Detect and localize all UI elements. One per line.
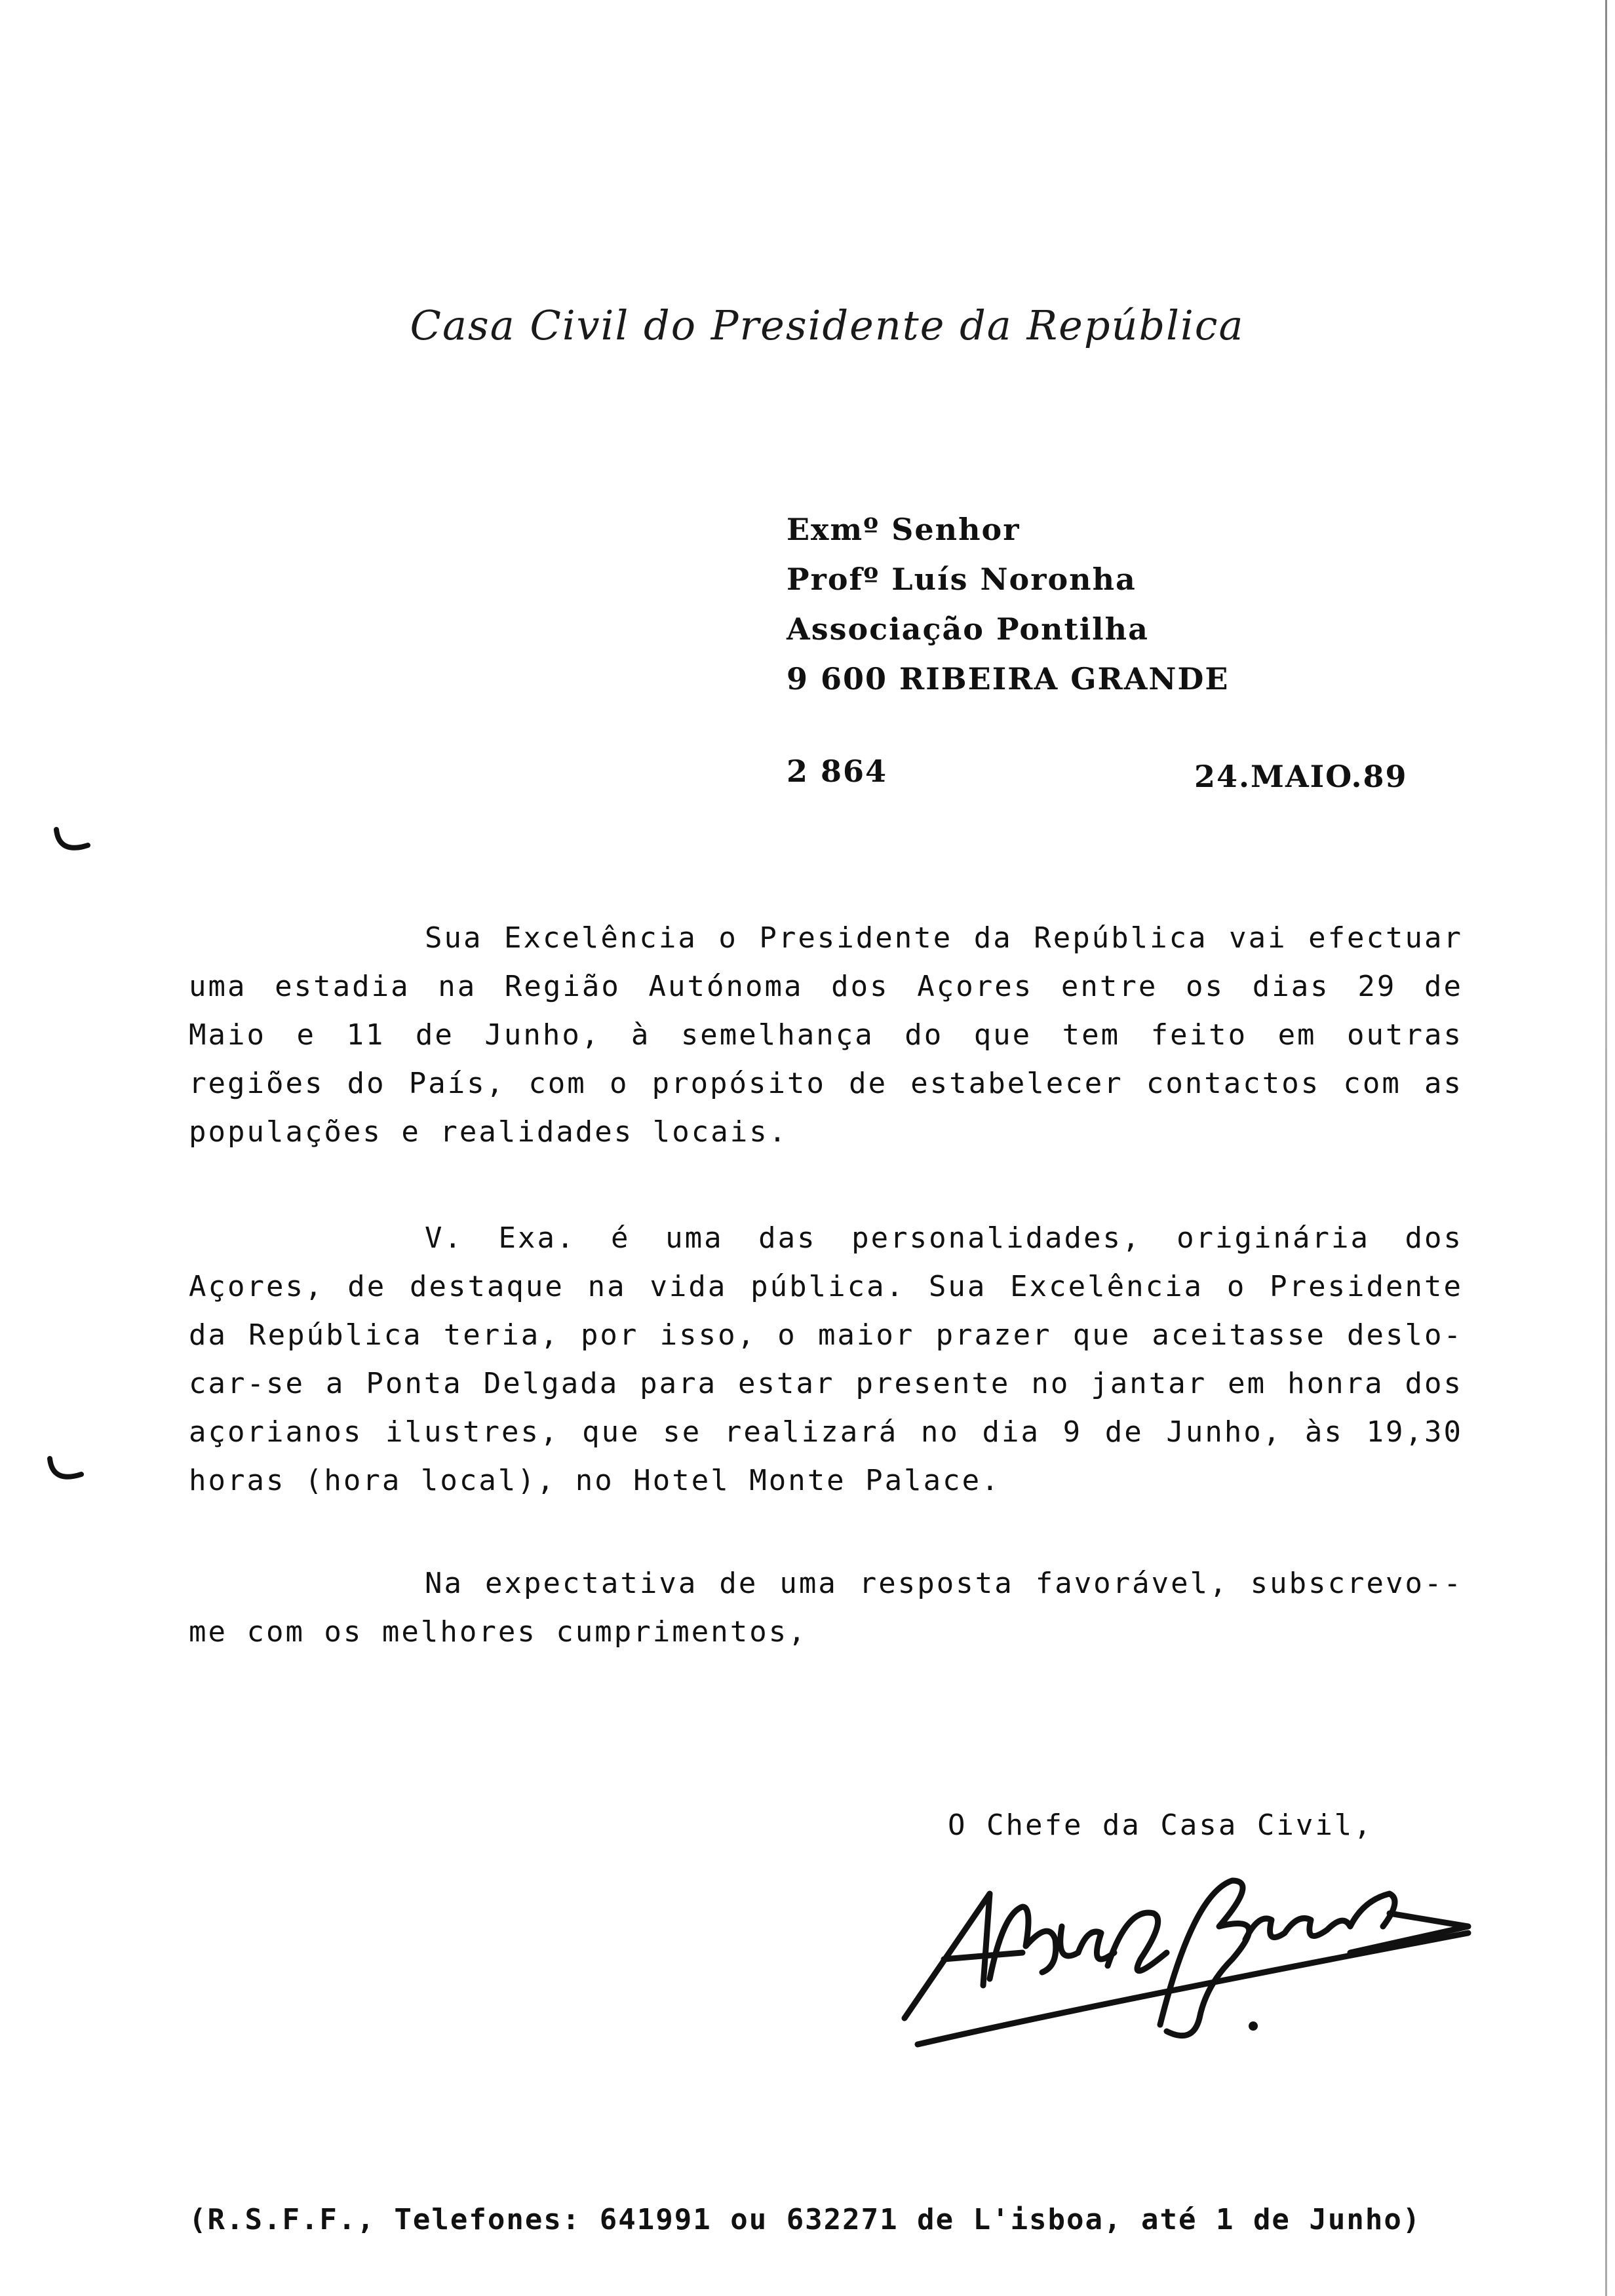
recipient-name: Profº Luís Noronha <box>787 562 1137 597</box>
punch-hole-mark <box>52 826 92 858</box>
handwritten-signature <box>891 1854 1481 2051</box>
recipient-postal-address: 9 600 RIBEIRA GRANDE <box>787 661 1230 697</box>
recipient-address <box>787 505 1229 704</box>
letter-date: 24.MAIO.89 <box>1194 759 1408 794</box>
recipient-organization: Associação Pontilha <box>787 611 1149 647</box>
body-paragraph-2 <box>189 1214 1463 1505</box>
recipient-salutation: Exmº Senhor <box>787 512 1021 547</box>
punch-hole-mark <box>46 1455 85 1487</box>
body-paragraph-3 <box>189 1559 1463 1656</box>
paragraph-text: Sua Excelência o Presidente da República vai efectuar uma estadia na Região Autónoma dos Açores entre os dias 29 de Maio e 11 de Junho, à semelhança do que tem feito em outras regiões do País, com o propósito de estabelecer contactos com as populações e realidades locais. <box>189 921 1463 1149</box>
reference-number: 2 864 <box>787 754 888 789</box>
letterhead: Casa Civil do Presidente da República <box>410 301 1245 349</box>
signatory-title: O Chefe da Casa Civil, <box>948 1808 1373 1842</box>
paragraph-text: V. Exa. é uma das personalidades, originária dos Açores, de destaque na vida pública. Sua Excelência o Presidente da República teria, por isso, o maior prazer que aceitasse deslo-car-se a Ponta Delgada para estar presente no jantar em honra dos açorianos ilustres, que se realizará no dia 9 de Junho, às 19,30 horas (hora local), no Hotel Monte Palace. <box>189 1221 1463 1497</box>
footer-note: (R.S.F.F., Telefones: 641991 ou 632271 de L'isboa, até 1 de Junho) <box>189 2203 1422 2236</box>
body-paragraph-1 <box>189 914 1463 1157</box>
paragraph-text: Na expectativa de uma resposta favorável, subscrevo--me com os melhores cumprimentos, <box>189 1567 1463 1649</box>
